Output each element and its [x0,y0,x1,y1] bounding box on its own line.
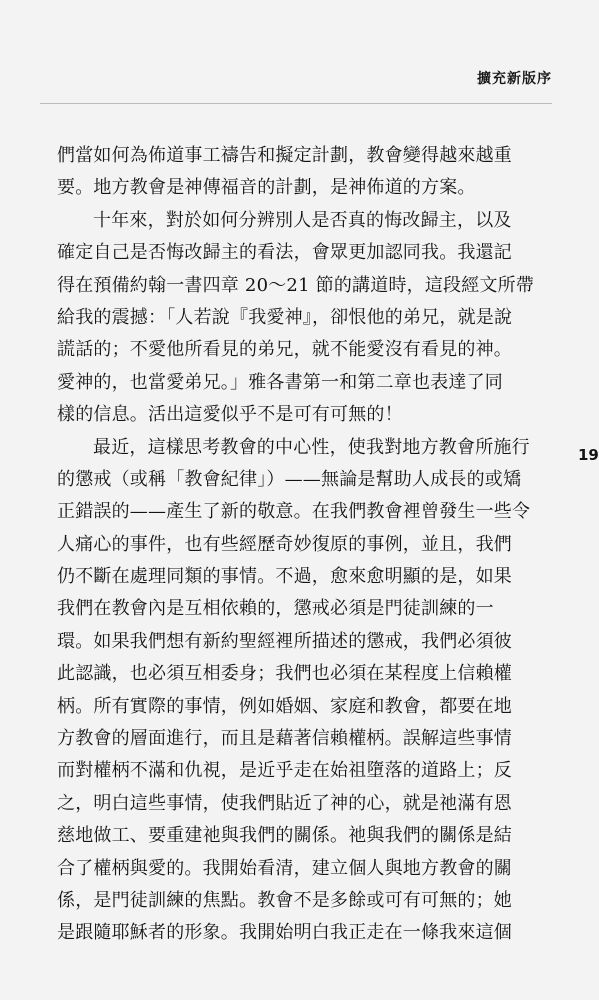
text-line: 之，明白這些事情，使我們貼近了神的心，就是祂滿有恩 [57,792,512,814]
text-line: 樣的信息。活出這愛似乎不是可有可無的！ [57,404,403,426]
text-line: 正錯誤的——產生了新的敬意。在我們教會裡曾發生一些令 [57,501,531,523]
text-line: 確定自己是否悔改歸主的看法，會眾更加認同我。我還記 [57,242,512,264]
text-line: 是跟隨耶穌者的形象。我開始明白我正走在一條我來這個 [57,922,512,944]
text-line: 得在預備約翰一書四章 20～21 節的講道時，這段經文所帶 [57,274,535,296]
body-text [57,140,539,950]
text-line: 環。如果我們想有新約聖經裡所描述的懲戒，我們必須彼 [57,630,512,652]
text-line: 方教會的層面進行，而且是藉著信賴權柄。誤解這些事情 [57,728,512,750]
text-line: 的懲戒（或稱「教會紀律」）——無論是幫助人成長的或矯 [57,468,522,490]
text-line: 謊話的；不愛他所看見的弟兄，就不能愛沒有看見的神。 [57,339,512,361]
text-line: 給我的震撼：「人若說『我愛神』，卻恨他的弟兄，就是說 [57,306,513,328]
header-rule [40,103,552,104]
text-line: 此認識，也必須互相委身；我們也必須在某程度上信賴權 [57,663,512,685]
text-line: 柄。所有實際的事情，例如婚姻、家庭和教會，都要在地 [57,695,512,717]
text-line: 而對權柄不滿和仇視，是近乎走在始祖墮落的道路上；反 [57,760,512,782]
text-line: 人痛心的事件，也有些經歷奇妙復原的事例，並且，我們 [57,533,512,555]
text-line: 慈地做工、要重建祂與我們的關係。祂與我們的關係是結 [57,825,512,847]
text-line: 十年來，對於如何分辨別人是否真的悔改歸主，以及 [93,209,512,231]
text-line: 合了權柄與愛的。我開始看清，建立個人與地方教會的關 [57,857,512,879]
text-line: 係，是門徒訓練的焦點。教會不是多餘或可有可無的；她 [57,889,512,911]
text-line: 要。地方教會是神傳福音的計劃，是神佈道的方案。 [57,177,476,199]
text-line: 我們在教會內是互相依賴的，懲戒必須是門徒訓練的一 [57,598,494,620]
page-number: 19 [578,446,599,464]
text-line: 們當如何為佈道事工禱告和擬定計劃，教會變得越來越重 [57,145,512,166]
text-line: 愛神的，也當愛弟兄。」雅各書第一和第二章也表達了同 [57,371,503,393]
text-line: 仍不斷在處理同類的事情。不過，愈來愈明顯的是，如果 [57,566,512,588]
running-header: 擴充新版序 [477,71,552,87]
text-line: 最近，這樣思考教會的中心性，使我對地方教會所施行 [93,436,530,458]
